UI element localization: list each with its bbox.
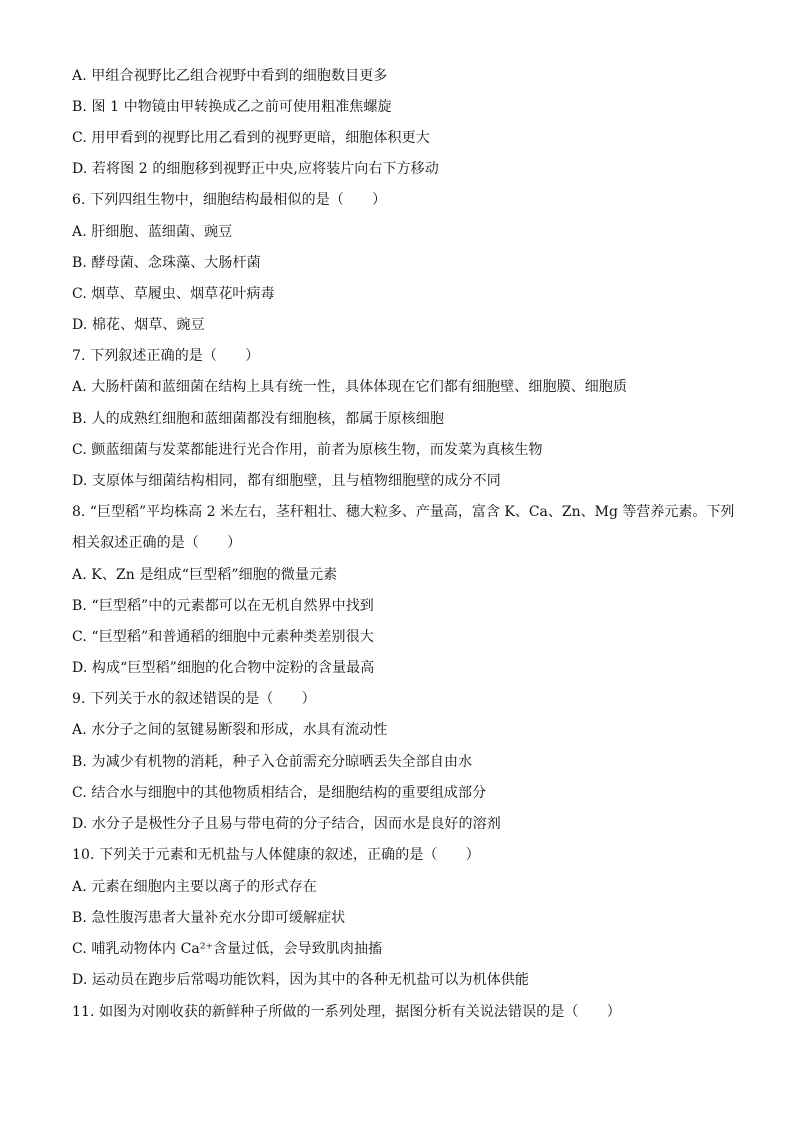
question-9: 9. 下列关于水的叙述错误的是（ ） <box>72 691 316 707</box>
q6-option-a: A. 肝细胞、蓝细菌、豌豆 <box>72 224 233 240</box>
q9-option-b: B. 为减少有机物的消耗，种子入仓前需充分晾晒丢失全部自由水 <box>72 754 473 770</box>
q6-option-b: B. 酵母菌、念珠藻、大肠杆菌 <box>72 255 261 271</box>
q5-option-b: B. 图 1 中物镜由甲转换成乙之前可使用粗准焦螺旋 <box>72 99 392 115</box>
question-10: 10. 下列关于元素和无机盐与人体健康的叙述，正确的是（ ） <box>72 847 480 863</box>
q10-option-d: D. 运动员在跑步后常喝功能饮料，因为其中的各种无机盐可以为机体供能 <box>72 972 530 988</box>
question-11: 11. 如图为对刚收获的新鲜种子所做的一系列处理，据图分析有关说法错误的是（ ） <box>72 1004 621 1020</box>
q7-option-d: D. 支原体与细菌结构相同，都有细胞壁，且与植物细胞壁的成分不同 <box>72 473 501 489</box>
q9-option-a: A. 水分子之间的氢键易断裂和形成，水具有流动性 <box>72 722 388 738</box>
q7-option-c: C. 颤蓝细菌与发菜都能进行光合作用，前者为原核生物，而发菜为真核生物 <box>72 442 543 458</box>
q9-option-c: C. 结合水与细胞中的其他物质相结合，是细胞结构的重要组成部分 <box>72 785 487 801</box>
q10-option-c: C. 哺乳动物体内 Ca²⁺含量过低，会导致肌肉抽搐 <box>72 941 383 957</box>
q5-option-c: C. 用甲看到的视野比用乙看到的视野更暗，细胞体积更大 <box>72 130 430 146</box>
q8-option-d: D. 构成“巨型稻”细胞的化合物中淀粉的含量最高 <box>72 660 375 676</box>
question-8-line-2: 相关叙述正确的是（ ） <box>72 535 242 551</box>
q5-option-d: D. 若将图 2 的细胞移到视野正中央,应将装片向右下方移动 <box>72 161 439 177</box>
q6-option-d: D. 棉花、烟草、豌豆 <box>72 317 205 333</box>
q10-option-a: A. 元素在细胞内主要以离子的形式存在 <box>72 879 317 895</box>
q8-option-a: A. K、Zn 是组成“巨型稻”细胞的微量元素 <box>72 567 338 583</box>
question-6: 6. 下列四组生物中，细胞结构最相似的是（ ） <box>72 192 387 208</box>
q8-option-b: B. “巨型稻”中的元素都可以在无机自然界中找到 <box>72 598 374 614</box>
q9-option-d: D. 水分子是极性分子且易与带电荷的分子结合，因而水是良好的溶剂 <box>72 816 501 832</box>
question-8-line-1: 8. “巨型稻”平均株高 2 米左右，茎秆粗壮、穗大粒多、产量高，富含 K、Ca、Zn、Mg 等营养元素。下列 <box>72 504 735 520</box>
q6-option-c: C. 烟草、草履虫、烟草花叶病毒 <box>72 286 275 302</box>
q5-option-a: A. 甲组合视野比乙组合视野中看到的细胞数目更多 <box>72 68 388 84</box>
q7-option-b: B. 人的成熟红细胞和蓝细菌都没有细胞核，都属于原核细胞 <box>72 411 444 427</box>
question-7: 7. 下列叙述正确的是（ ） <box>72 348 260 364</box>
q8-option-c: C. “巨型稻”和普通稻的细胞中元素种类差别很大 <box>72 629 374 645</box>
q7-option-a: A. 大肠杆菌和蓝细菌在结构上具有统一性，具体体现在它们都有细胞壁、细胞膜、细胞质 <box>72 379 628 395</box>
q10-option-b: B. 急性腹泻患者大量补充水分即可缓解症状 <box>72 910 346 926</box>
